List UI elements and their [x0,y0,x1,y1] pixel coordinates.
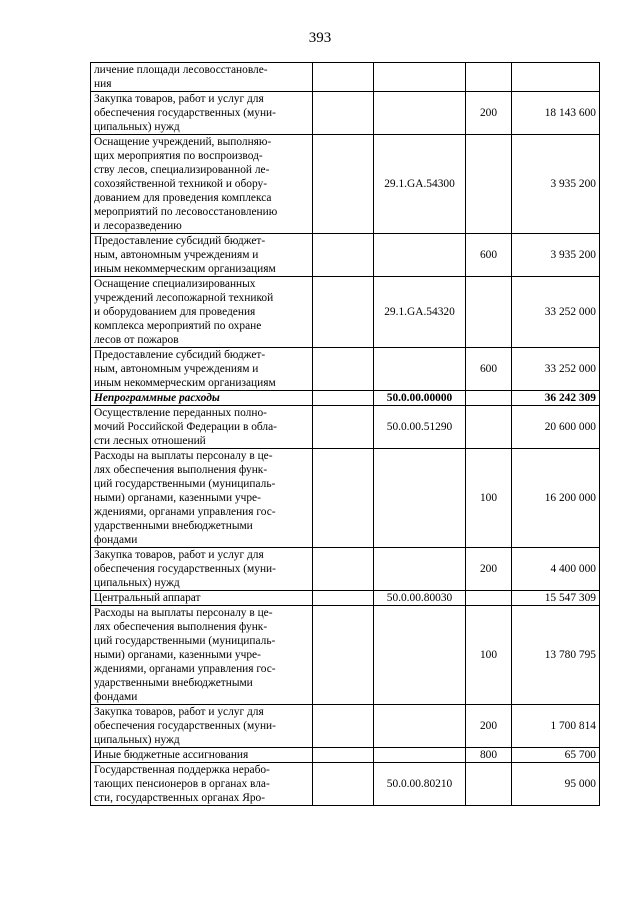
table-row [91,748,600,763]
expense-name-cell [91,763,313,806]
expense-name-line: ным, автономным учреждениям и [94,363,259,375]
expense-name-line: ным, автономным учреждениям и [94,249,259,261]
expense-name-cell [91,234,313,277]
table-row [91,348,600,391]
expense-name-line: ций государственными (муниципаль- [94,635,276,647]
expense-name-line: Непрограммные расходы [94,392,220,404]
expense-type-cell [466,63,512,92]
table-row [91,63,600,92]
empty-cell [313,234,374,277]
target-article-code-cell: 29.1.GA.54300 [374,135,466,234]
expense-name-line: личение площади лесовосстановле- [94,64,268,76]
amount-cell: 4 400 000 [512,548,600,591]
expense-name-cell [91,135,313,234]
expense-name-line: сохозяйственной техникой и обору- [94,178,268,190]
expense-type-cell [466,406,512,449]
empty-cell [313,92,374,135]
expense-name-line: дованием для проведения комплекса [94,192,272,204]
table-row [91,763,600,806]
expense-name-line: Оснащение учреждений, выполняю- [94,136,272,148]
expense-type-cell [466,591,512,606]
expense-name-line: лях обеспечения выполнения функ- [94,464,268,476]
expense-type-cell: 200 [466,705,512,748]
expense-name-line: Осуществление переданных полно- [94,407,267,419]
amount-cell: 20 600 000 [512,406,600,449]
expense-name-line: иным некоммерческим организациям [94,263,276,275]
expense-type-cell: 600 [466,348,512,391]
expense-type-cell: 800 [466,748,512,763]
empty-cell [313,748,374,763]
expense-name-cell [91,548,313,591]
expense-name-line: Предоставление субсидий бюджет- [94,349,266,361]
expense-name-line: ударственными внебюджетными [94,520,253,532]
expense-name-line: ударственными внебюджетными [94,677,253,689]
amount-cell: 33 252 000 [512,348,600,391]
amount-cell: 16 200 000 [512,449,600,548]
expense-name-cell [91,748,313,763]
target-article-code-cell [374,63,466,92]
empty-cell [313,763,374,806]
expense-name-line: мочий Российской Федерации в обла- [94,421,277,433]
expense-name-line: Закупка товаров, работ и услуг для [94,706,264,718]
expense-name-cell [91,277,313,348]
expense-name-line: обеспечения государственных (муни- [94,563,276,575]
expense-type-cell: 100 [466,449,512,548]
expense-type-cell [466,277,512,348]
expense-name-line: мероприятий по лесовосстановлению [94,206,278,218]
expense-name-line: обеспечения государственных (муни- [94,107,276,119]
expense-type-cell: 200 [466,92,512,135]
budget-table [90,62,600,806]
target-article-code-cell [374,606,466,705]
expense-name-line: ждениями, органами управления гос- [94,663,276,675]
expense-name-cell [91,348,313,391]
target-article-code-cell [374,705,466,748]
expense-name-line: ния [94,78,112,90]
amount-cell: 13 780 795 [512,606,600,705]
target-article-code-cell: 50.0.00.00000 [374,391,466,406]
amount-cell: 3 935 200 [512,234,600,277]
target-article-code-cell: 29.1.GA.54320 [374,277,466,348]
expense-name-line: Закупка товаров, работ и услуг для [94,549,264,561]
empty-cell [313,63,374,92]
empty-cell [313,449,374,548]
target-article-code-cell: 50.0.00.51290 [374,406,466,449]
expense-name-line: ципальных) нужд [94,577,180,589]
expense-name-line: лесов от пожаров [94,334,179,346]
expense-type-cell: 200 [466,548,512,591]
expense-name-line: учреждений лесопожарной техникой [94,292,274,304]
target-article-code-cell: 50.0.00.80030 [374,591,466,606]
expense-name-line: лях обеспечения выполнения функ- [94,621,268,633]
table-row [91,391,600,406]
expense-name-line: ций государственными (муниципаль- [94,478,276,490]
table-row [91,277,600,348]
expense-name-cell [91,406,313,449]
expense-name-line: Предоставление субсидий бюджет- [94,235,266,247]
expense-name-line: Государственная поддержка нерабо- [94,764,270,776]
amount-cell: 1 700 814 [512,705,600,748]
expense-name-cell [91,449,313,548]
target-article-code-cell [374,348,466,391]
amount-cell [512,63,600,92]
amount-cell: 65 700 [512,748,600,763]
expense-name-line: Закупка товаров, работ и услуг для [94,93,264,105]
table-row [91,548,600,591]
page-number: 393 [308,30,332,46]
expense-type-cell: 600 [466,234,512,277]
table-row [91,449,600,548]
expense-name-line: Иные бюджетные ассигнования [94,749,249,761]
target-article-code-cell [374,92,466,135]
budget-table-body [91,63,600,806]
expense-name-cell [91,606,313,705]
amount-cell: 3 935 200 [512,135,600,234]
amount-cell: 33 252 000 [512,277,600,348]
expense-name-line: щих мероприятия по воспроизвод- [94,150,263,162]
amount-cell: 18 143 600 [512,92,600,135]
target-article-code-cell [374,748,466,763]
expense-name-cell [91,591,313,606]
expense-type-cell [466,135,512,234]
expense-name-line: ными) органами, казенными учре- [94,492,261,504]
expense-name-line: ными) органами, казенными учре- [94,649,261,661]
table-row [91,234,600,277]
expense-name-cell [91,391,313,406]
expense-name-line: Расходы на выплаты персоналу в це- [94,450,273,462]
expense-name-line: Оснащение специализированных [94,278,256,290]
target-article-code-cell [374,548,466,591]
expense-name-line: комплекса мероприятий по охране [94,320,262,332]
expense-name-line: Центральный аппарат [94,592,201,604]
expense-type-cell: 100 [466,606,512,705]
expense-name-cell [91,63,313,92]
table-row [91,606,600,705]
expense-type-cell [466,391,512,406]
expense-name-line: фондами [94,534,138,546]
expense-name-line: и лесоразведению [94,220,182,232]
empty-cell [313,135,374,234]
empty-cell [313,591,374,606]
expense-name-line: сти лесных отношений [94,435,206,447]
empty-cell [313,277,374,348]
amount-cell: 95 000 [512,763,600,806]
expense-name-line: Расходы на выплаты персоналу в це- [94,607,273,619]
expense-name-cell [91,705,313,748]
expense-name-cell [91,92,313,135]
empty-cell [313,548,374,591]
expense-type-cell [466,763,512,806]
target-article-code-cell [374,234,466,277]
empty-cell [313,705,374,748]
empty-cell [313,606,374,705]
empty-cell [313,391,374,406]
table-row [91,591,600,606]
table-row [91,92,600,135]
expense-name-line: иным некоммерческим организациям [94,377,276,389]
expense-name-line: ству лесов, специализированной ле- [94,164,270,176]
expense-name-line: и оборудованием для проведения [94,306,256,318]
table-row [91,705,600,748]
target-article-code-cell: 50.0.00.80210 [374,763,466,806]
expense-name-line: фондами [94,691,138,703]
expense-name-line: ципальных) нужд [94,121,180,133]
target-article-code-cell [374,449,466,548]
expense-name-line: ждениями, органами управления гос- [94,506,276,518]
expense-name-line: ципальных) нужд [94,734,180,746]
expense-name-line: сти, государственных органах Яро- [94,792,266,804]
table-row [91,406,600,449]
empty-cell [313,406,374,449]
amount-cell: 36 242 309 [512,391,600,406]
expense-name-line: тающих пенсионеров в органах вла- [94,778,270,790]
amount-cell: 15 547 309 [512,591,600,606]
empty-cell [313,348,374,391]
expense-name-line: обеспечения государственных (муни- [94,720,276,732]
table-row [91,135,600,234]
